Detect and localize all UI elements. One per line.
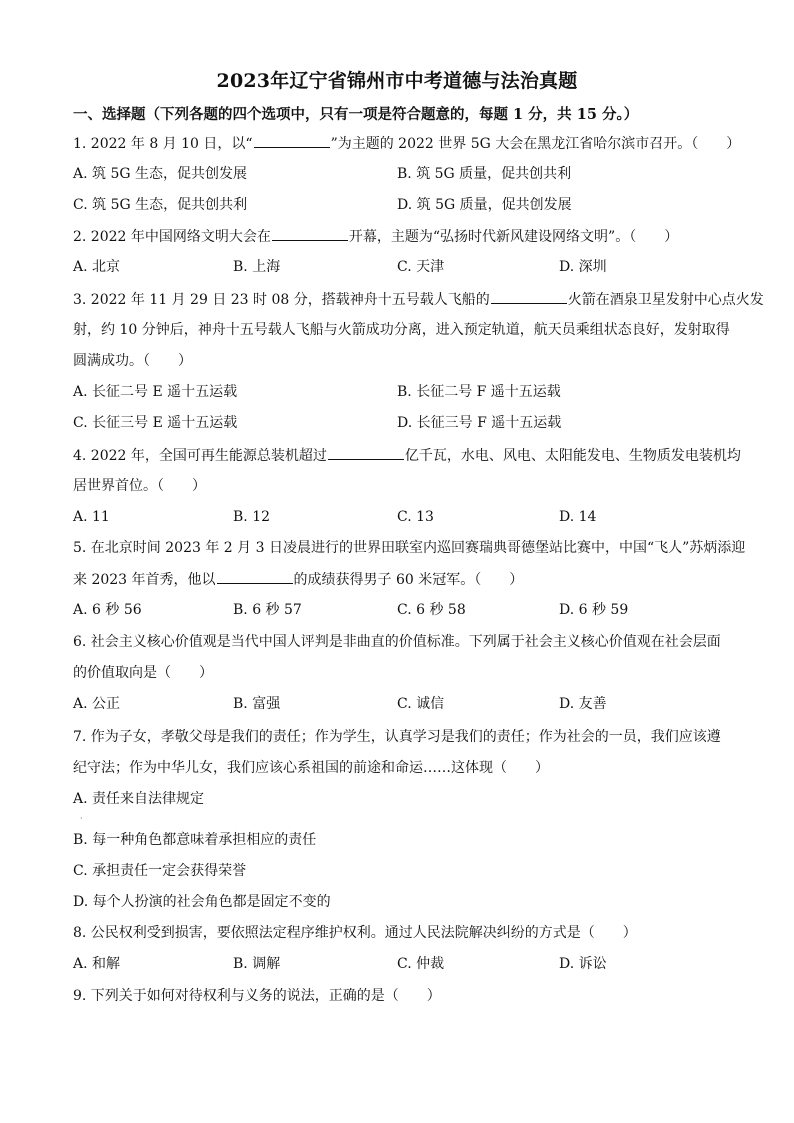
q2-option-c: C. 天津	[397, 259, 445, 275]
q1-option-a: A. 筑 5G 生态，促共创发展	[73, 166, 248, 182]
question-7: 7. 作为子女，孝敬父母是我们的责任；作为学生，认真学习是我们的责任；作为社会的一员，我们应该遵	[73, 729, 721, 745]
answer-blank	[254, 133, 330, 148]
stray-dot: ·	[80, 814, 83, 823]
q8-option-d: D. 诉讼	[559, 956, 607, 972]
q2-option-d: D. 深圳	[559, 259, 607, 275]
q4-option-b: B. 12	[233, 509, 271, 525]
question-1: 1. 2022 年 8 月 10 日，以“ ”为主题的 2022 世界 5G 大会在黑龙江省哈尔滨市召开。（ ）	[73, 133, 733, 154]
q8-option-b: B. 调解	[233, 956, 281, 972]
q7-option-d: D. 每个人扮演的社会角色都是固定不变的	[73, 894, 331, 910]
question-5: 5. 在北京时间 2023 年 2 月 3 日凌晨进行的世界田联室内巡回赛瑞典哥德堡站比赛中，中国“飞人”苏炳添迎	[73, 540, 746, 556]
q6-option-a: A. 公正	[73, 696, 121, 712]
q2-option-b: B. 上海	[233, 259, 281, 275]
q7-option-b: B. 每一种角色都意味着承担相应的责任	[73, 832, 317, 848]
q2-option-a: A. 北京	[73, 259, 121, 275]
answer-blank	[491, 289, 567, 304]
answer-blank	[217, 569, 293, 584]
q3-option-d: D. 长征三号 F 遥十五运载	[397, 415, 562, 431]
question-5-line-2: 来 2023 年首秀，他以 的成绩获得男子 60 米冠军。（ ）	[73, 569, 733, 590]
q1-option-c: C. 筑 5G 生态，促共创共利	[73, 197, 248, 213]
question-3-line-2: 射，约 10 分钟后，神舟十五号载人飞船与火箭成功分离，进入预定轨道，航天员乘组状态良好，发射取得	[73, 322, 730, 338]
q5-option-c: C. 6 秒 58	[397, 602, 466, 618]
q7-option-a: A. 责任来自法律规定	[73, 791, 205, 807]
question-3: 3. 2022 年 11 月 29 日 23 时 08 分，搭载神舟十五号载人飞船的 火箭在酒泉卫星发射中心点火发	[73, 289, 733, 310]
q6-option-d: D. 友善	[559, 696, 607, 712]
q4-option-c: C. 13	[397, 509, 434, 525]
q1-option-d: D. 筑 5G 质量，促共创发展	[397, 197, 572, 213]
q6-option-c: C. 诚信	[397, 696, 445, 712]
q5-option-a: A. 6 秒 56	[73, 602, 142, 618]
answer-blank	[272, 226, 348, 241]
q6-option-b: B. 富强	[233, 696, 281, 712]
q3-option-a: A. 长征二号 E 遥十五运载	[73, 384, 238, 400]
question-6-line-2: 的价值取向是（ ）	[73, 665, 213, 681]
q5-option-b: B. 6 秒 57	[233, 602, 302, 618]
q3-option-b: B. 长征二号 F 遥十五运载	[397, 384, 561, 400]
answer-blank	[328, 445, 404, 460]
question-4: 4. 2022 年，全国可再生能源总装机超过 亿千瓦，水电、风电、太阳能发电、生物质发电装机均	[73, 445, 733, 466]
question-2: 2. 2022 年中国网络文明大会在 开幕，主题为“弘扬时代新风建设网络文明”。（ ）	[73, 226, 733, 247]
question-4-line-2: 居世界首位。（ ）	[73, 478, 206, 494]
question-6: 6. 社会主义核心价值观是当代中国人评判是非曲直的价值标准。下列属于社会主义核心价值观在社会层面	[73, 634, 721, 650]
page-title: 2023年辽宁省锦州市中考道德与法治真题	[216, 70, 578, 92]
q8-option-a: A. 和解	[73, 956, 121, 972]
section-heading: 一、选择题（下列各题的四个选项中，只有一项是符合题意的，每题 1 分，共 15 分。）	[73, 106, 639, 123]
q4-option-a: A. 11	[73, 509, 110, 525]
q7-option-c: C. 承担责任一定会获得荣誉	[73, 863, 247, 879]
q4-option-d: D. 14	[559, 509, 597, 525]
question-8: 8. 公民权利受到损害，要依照法定程序维护权利。通过人民法院解决纠纷的方式是（ ）	[73, 925, 637, 941]
q3-option-c: C. 长征三号 E 遥十五运载	[73, 415, 238, 431]
q5-option-d: D. 6 秒 59	[559, 602, 629, 618]
q1-option-b: B. 筑 5G 质量，促共创共利	[397, 166, 572, 182]
question-7-line-2: 纪守法；作为中华儿女，我们应该心系祖国的前途和命运……这体现（ ）	[73, 760, 549, 776]
question-3-line-3: 圆满成功。（ ）	[73, 353, 192, 369]
question-9: 9. 下列关于如何对待权利与义务的说法，正确的是（ ）	[73, 988, 441, 1004]
q8-option-c: C. 仲裁	[397, 956, 445, 972]
